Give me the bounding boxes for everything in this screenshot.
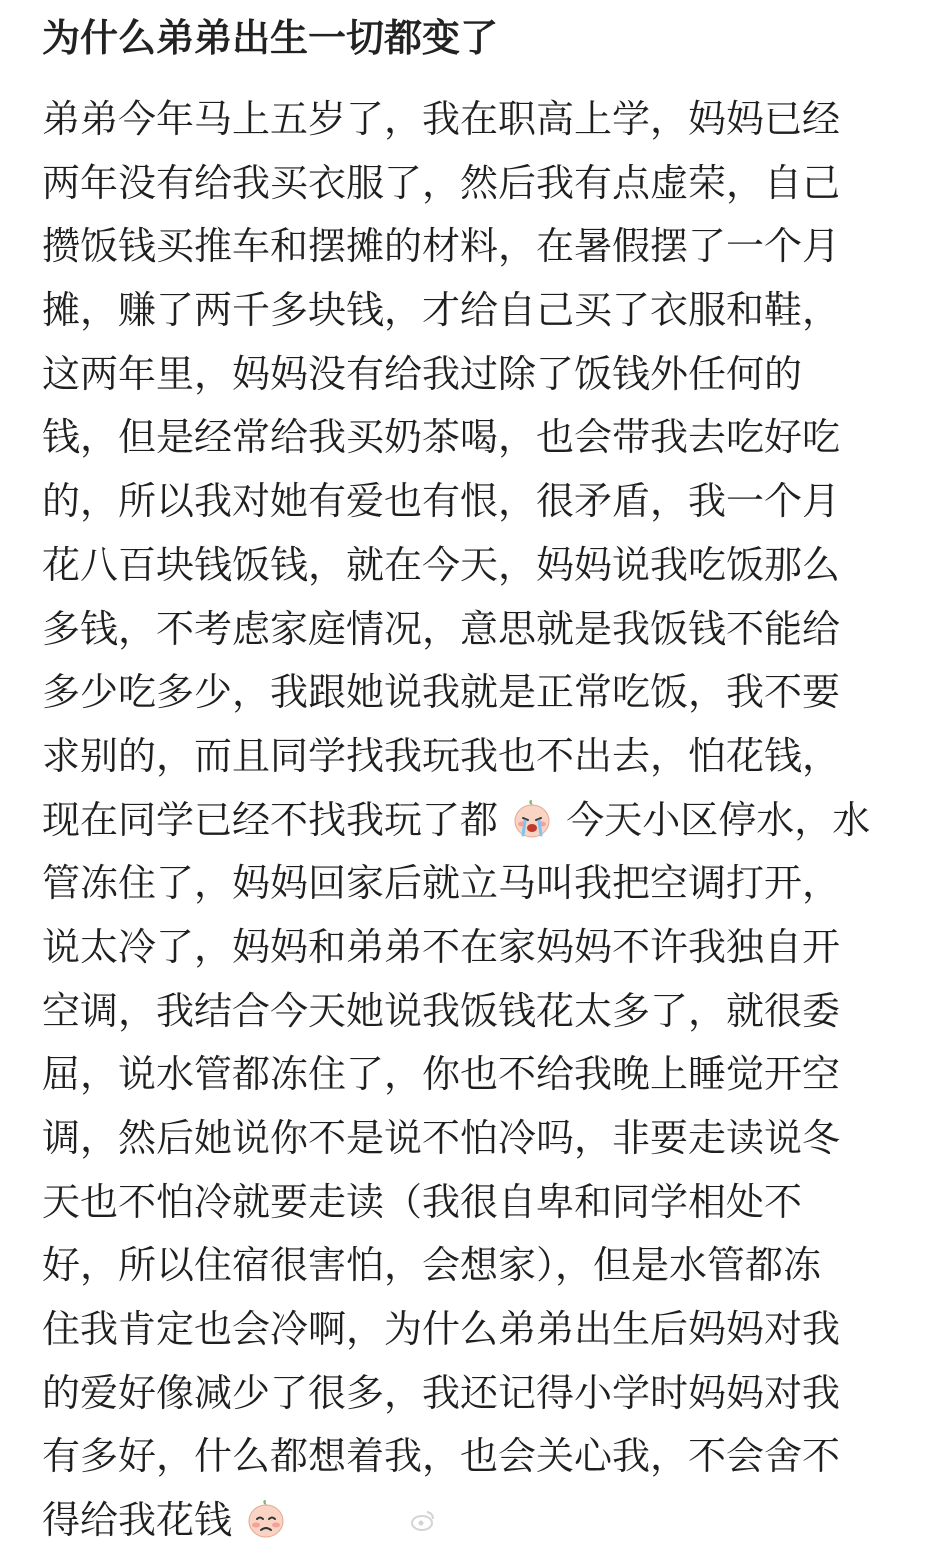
body-line-text: 今天小区停水，水: [566, 797, 871, 842]
body-line: 求别的，而且同学找我玩我也不出去，怕花钱，: [42, 733, 841, 778]
crying-face-emoji-icon: [512, 795, 552, 835]
body-line: 好，所以住宿很害怕，会想家），但是水管都冻: [42, 1243, 822, 1288]
body-line: 多少吃多少，我跟她说我就是正常吃饭，我不要: [42, 670, 841, 715]
body-line: 的爱好像减少了很多，我还记得小学时妈妈对我: [42, 1370, 841, 1415]
body-line-text: 得给我花钱: [42, 1498, 233, 1543]
watermark: [410, 1508, 436, 1534]
body-line: 调，然后她说你不是说不怕冷吗，非要走读说冬: [42, 1116, 841, 1160]
body-line: 这两年里，妈妈没有给我过除了饭钱外任何的: [42, 351, 803, 396]
body-line: 的，所以我对她有爱也有恨，很矛盾，我一个月: [42, 479, 841, 524]
body-line: [42, 789, 922, 853]
body-line: [42, 1489, 922, 1553]
body-line: 摊，赚了两千多块钱，才给自己买了衣服和鞋，: [42, 288, 841, 333]
body-line: 两年没有给我买衣服了，然后我有点虚荣，自己: [42, 160, 841, 205]
body-line: 钱，但是经常给我买奶茶喝，也会带我去吃好吃: [42, 415, 841, 460]
post-body: [42, 88, 922, 1553]
body-line-text: 现在同学已经不找我玩了都: [42, 797, 499, 842]
body-line: 屈，说水管都冻住了，你也不给我晚上睡觉开空: [42, 1052, 841, 1097]
body-line: 管冻住了，妈妈回家后就立马叫我把空调打开，: [42, 861, 841, 906]
body-line: 住我肯定也会冷啊，为什么弟弟出生后妈妈对我: [42, 1307, 841, 1352]
body-line: 花八百块钱饭钱，就在今天，妈妈说我吃饭那么: [42, 542, 841, 587]
weibo-logo-icon: [410, 1508, 436, 1534]
body-line: 多钱，不考虑家庭情况，意思就是我饭钱不能给: [42, 606, 841, 651]
sad-face-emoji-icon: [246, 1495, 286, 1535]
body-line: 有多好，什么都想着我，也会关心我，不会舍不: [42, 1434, 841, 1479]
post-title: 为什么弟弟出生一切都变了: [42, 16, 499, 60]
body-line: 攒饭钱买推车和摆摊的材料，在暑假摆了一个月: [42, 224, 841, 269]
body-line: 说太冷了，妈妈和弟弟不在家妈妈不许我独自开: [42, 924, 841, 969]
body-line: 空调，我结合今天她说我饭钱花太多了，就很委: [42, 988, 841, 1033]
body-line: 弟弟今年马上五岁了，我在职高上学，妈妈已经: [42, 97, 841, 141]
body-line: 天也不怕冷就要走读（我很自卑和同学相处不: [42, 1179, 803, 1224]
